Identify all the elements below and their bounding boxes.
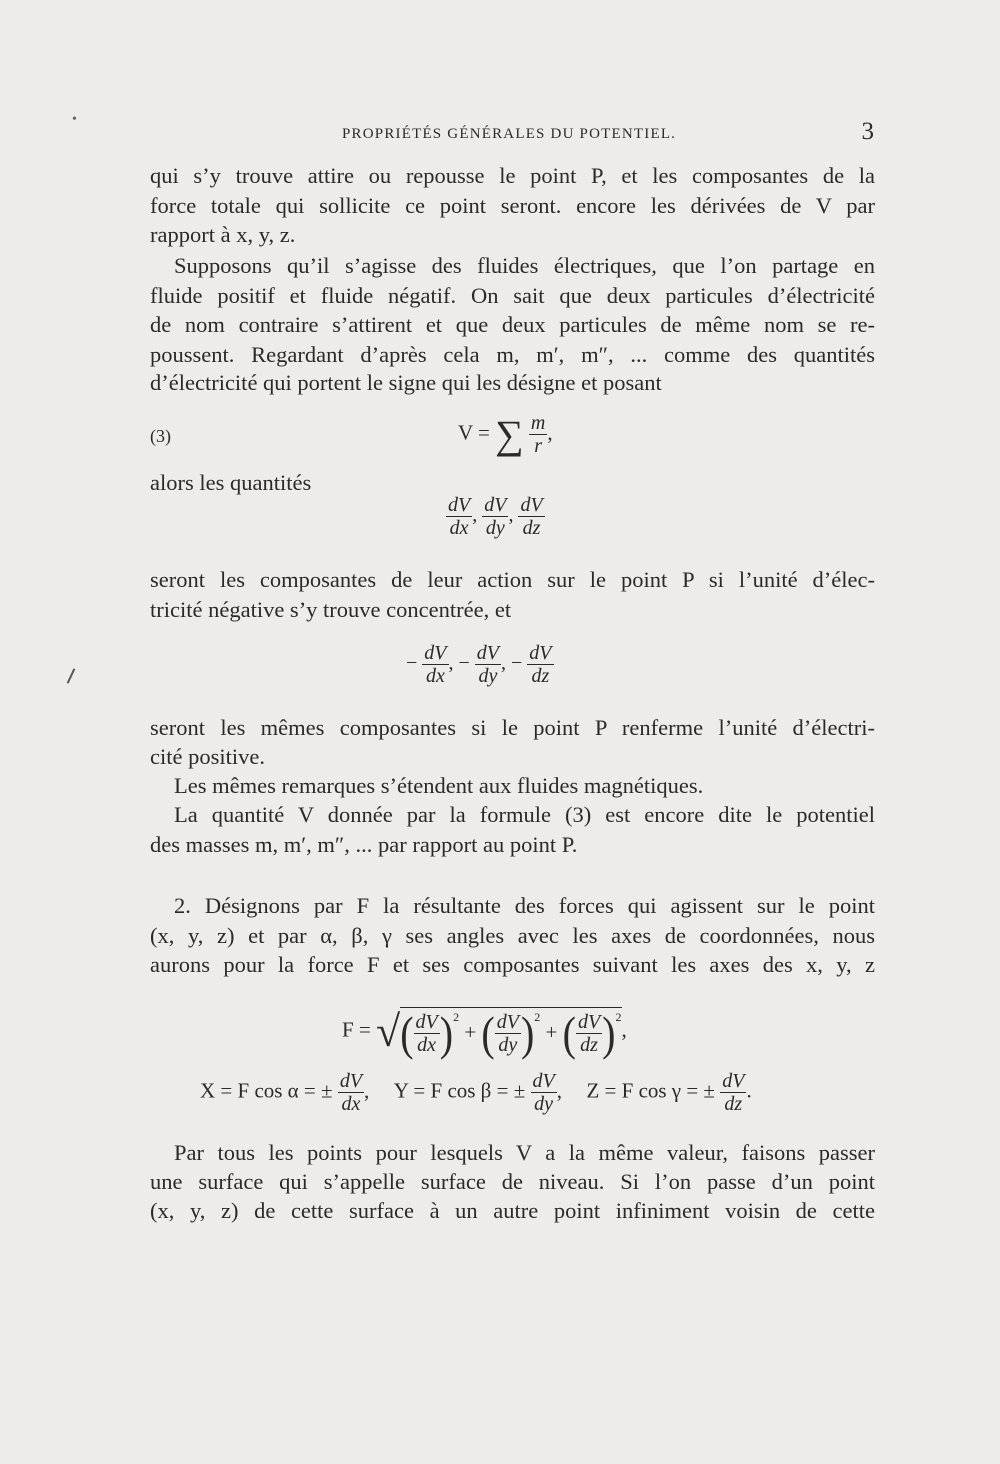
sq-y xyxy=(495,1011,521,1056)
radicand xyxy=(400,1006,622,1061)
deriv-y xyxy=(482,494,508,539)
comma: , xyxy=(364,1078,370,1103)
text-line: Les mêmes remarques s’étendent aux fluides magnétiques. xyxy=(174,773,704,798)
text-line: d’électricité qui portent le signe qui les désigne et posant xyxy=(150,370,662,395)
y-component: Y = F cos β = ± xyxy=(393,1078,526,1103)
neg-deriv-x xyxy=(422,642,448,687)
negative-derivatives xyxy=(406,642,554,687)
eq3-fraction xyxy=(529,412,547,457)
deriv-num: dV xyxy=(484,494,507,516)
sqrt-icon: √ xyxy=(376,1007,401,1056)
eqF-equals: = xyxy=(358,1017,371,1042)
period: . xyxy=(746,1078,752,1103)
equation-3 xyxy=(458,412,553,457)
deriv-x xyxy=(446,494,472,539)
sq-z xyxy=(576,1011,602,1056)
minus: − xyxy=(511,652,523,675)
deriv-num: dV xyxy=(577,1011,601,1034)
sq-x xyxy=(414,1011,440,1056)
text-line: seront les mêmes composantes si le point P renferme l’unité d’électri- xyxy=(150,715,875,740)
text-line: de nom contraire s’attirent et que deux particules de même nom se re- xyxy=(150,312,875,337)
text-line: cité positive. xyxy=(150,744,265,769)
deriv-num: dV xyxy=(520,494,543,516)
margin-mark: • xyxy=(72,112,77,127)
text-line: (x, y, z) de cette surface à un autre point infiniment voisin de cette xyxy=(150,1198,875,1223)
deriv-num: dV xyxy=(529,642,552,664)
eq3-comma: , xyxy=(547,420,553,445)
text-line: rapport à x, y, z. xyxy=(150,222,296,247)
margin-tick xyxy=(67,668,76,683)
comma: , xyxy=(501,652,506,675)
deriv-num: dV xyxy=(415,1011,438,1034)
square: 2 xyxy=(615,1009,622,1024)
paren: ( xyxy=(400,1006,414,1061)
comp-y xyxy=(531,1070,557,1115)
comma: , xyxy=(448,652,454,675)
sum-sign: ∑ xyxy=(495,411,524,457)
equation-force xyxy=(342,1006,627,1061)
paren: ) xyxy=(520,1006,535,1061)
text-line: une surface qui s’appelle surface de niveau. Si l’on passe d’un point xyxy=(150,1169,875,1194)
page-header xyxy=(150,118,878,152)
square: 2 xyxy=(534,1009,541,1024)
deriv-den: dx xyxy=(341,1093,361,1115)
text-line: seront les composantes de leur action sur le point P si l’unité d’élec- xyxy=(150,567,875,592)
eq3-num: m xyxy=(530,412,546,434)
deriv-den: dy xyxy=(498,1034,518,1057)
deriv-num: dV xyxy=(448,494,471,516)
equation-label: (3) xyxy=(150,426,171,446)
deriv-den: dz xyxy=(522,517,541,539)
paren: ) xyxy=(602,1006,616,1061)
text-line: La quantité V donnée par la formule (3) est encore dite le potentiel xyxy=(174,802,875,827)
comp-x xyxy=(338,1070,364,1115)
minus: − xyxy=(458,652,470,675)
text-line: force totale qui sollicite ce point seront. encore les dérivées de V par xyxy=(150,193,875,218)
text-line: aurons pour la force F et ses composantes suivant les axes des x, y, z xyxy=(150,952,875,977)
deriv-den: dx xyxy=(417,1034,437,1057)
plus: + xyxy=(545,1019,558,1044)
eq3-lhs: V xyxy=(458,420,473,445)
comma: , xyxy=(472,504,478,527)
text-line: alors les quantités xyxy=(150,470,312,495)
deriv-den: dx xyxy=(449,517,469,539)
paren: ( xyxy=(562,1006,576,1061)
eq3-equals: = xyxy=(478,420,490,445)
text-line: 2. Désignons par F la résultante des forces qui agissent sur le point xyxy=(174,893,875,918)
text-line: tricité négative s’y trouve concentrée, et xyxy=(150,597,512,622)
square: 2 xyxy=(453,1009,460,1024)
neg-deriv-z xyxy=(527,642,553,687)
page-number: 3 xyxy=(861,118,874,145)
x-component: X = F cos α = ± xyxy=(200,1078,333,1103)
comma: , xyxy=(556,1078,562,1103)
neg-deriv-y xyxy=(475,642,501,687)
deriv-den: dy xyxy=(485,517,505,539)
deriv-num: dV xyxy=(424,642,447,664)
text-line: poussent. Regardant d’après cela m, m′, m″, ... comme des quantités xyxy=(150,342,875,367)
text-line: (x, y, z) et par α, β, γ ses angles avec les axes de coordonnées, nous xyxy=(150,923,875,948)
text-line: qui s’y trouve attire ou repousse le point P, et les composantes de la xyxy=(150,163,875,188)
deriv-den: dy xyxy=(534,1093,554,1115)
deriv-z xyxy=(518,494,544,539)
deriv-num: dV xyxy=(532,1070,555,1092)
comma: , xyxy=(508,504,514,527)
deriv-num: dV xyxy=(339,1070,363,1092)
paren: ( xyxy=(481,1006,495,1061)
deriv-den: dy xyxy=(478,665,498,687)
text-line: Par tous les points pour lesquels V a la même valeur, faisons passer xyxy=(174,1140,875,1165)
plus: + xyxy=(464,1019,477,1044)
deriv-num: dV xyxy=(496,1011,519,1034)
deriv-den: dx xyxy=(425,665,445,687)
text-line: Supposons qu’il s’agisse des fluides électriques, que l’on partage en xyxy=(174,253,875,278)
text-line: fluide positif et fluide négatif. On sait que deux particules d’électricité xyxy=(150,283,875,308)
text-line: des masses m, m′, m″, ... par rapport au point P. xyxy=(150,832,578,857)
comp-z xyxy=(720,1070,746,1115)
running-title: PROPRIÉTÉS GÉNÉRALES DU POTENTIEL. xyxy=(342,126,677,142)
deriv-num: dV xyxy=(722,1070,745,1092)
minus: − xyxy=(406,652,418,675)
paren: ) xyxy=(439,1006,454,1061)
eqF-lhs: F xyxy=(342,1017,354,1042)
eq3-den: r xyxy=(534,435,543,457)
deriv-den: dz xyxy=(724,1093,743,1115)
z-component: Z = F cos γ = ± xyxy=(586,1078,715,1103)
deriv-den: dz xyxy=(580,1034,598,1057)
equation-components xyxy=(200,1070,752,1115)
deriv-num: dV xyxy=(476,642,499,664)
eqF-comma: , xyxy=(621,1017,627,1042)
derivatives xyxy=(446,494,545,539)
deriv-den: dz xyxy=(531,665,550,687)
